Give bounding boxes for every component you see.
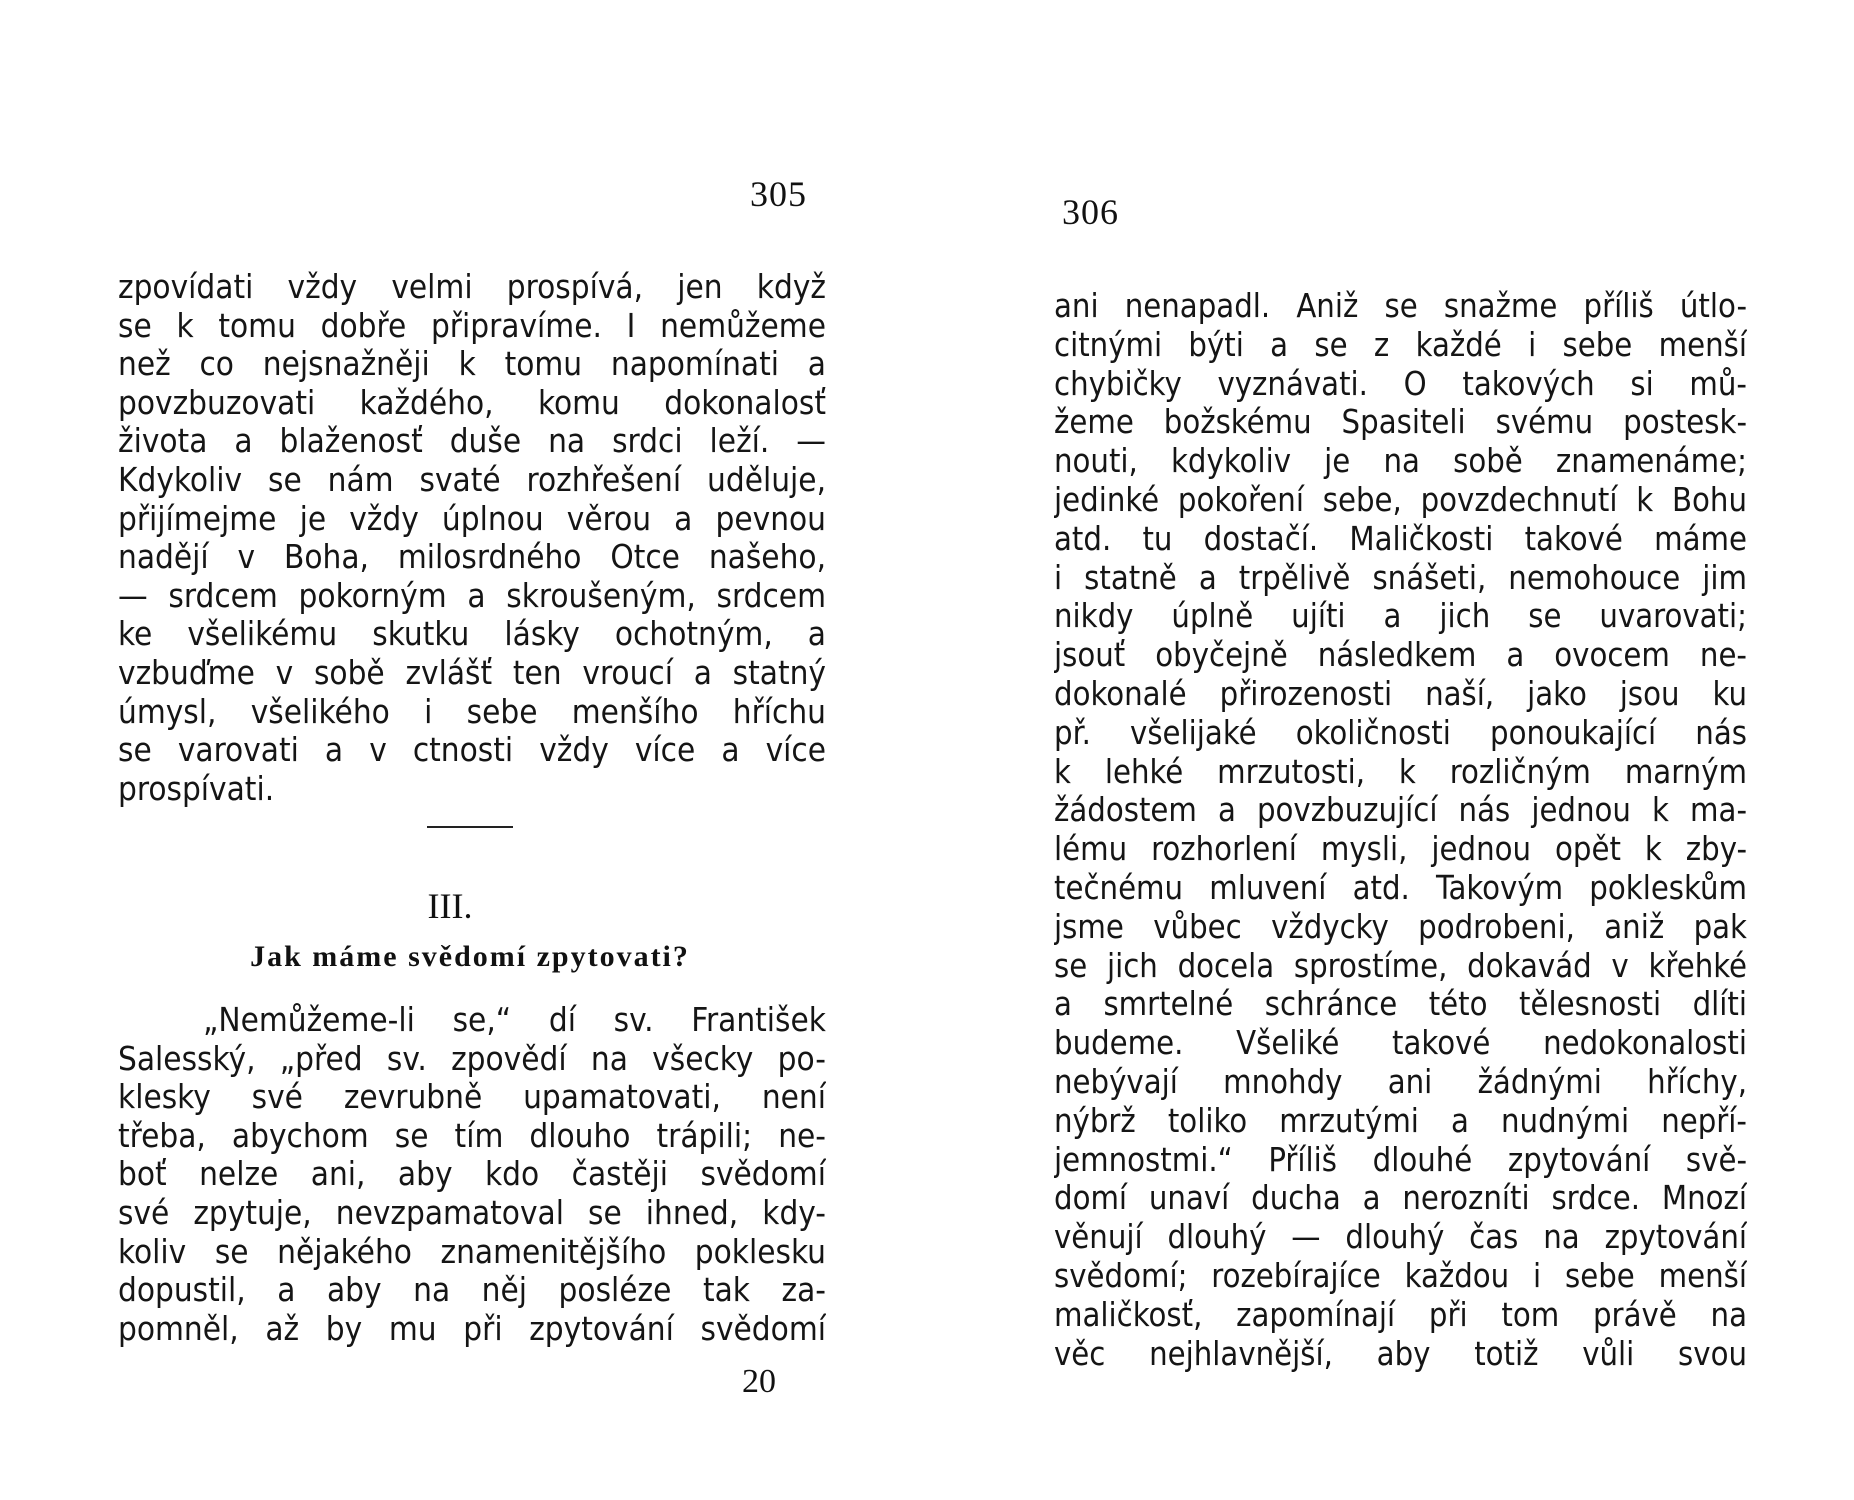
text-line: koliv se nějakého znamenitějšího poklesku <box>118 1232 826 1271</box>
left-paragraph-2 <box>118 1001 826 1348</box>
right-page <box>927 0 1854 1500</box>
text-line: života a blaženosť duše na srdci leží. — <box>118 422 826 461</box>
text-line: budeme. Všeliké takové nedokonalosti <box>1054 1024 1747 1063</box>
text-line: nouti, kdykoliv je na sobě znamenáme; <box>1054 442 1747 481</box>
text-line: pomněl, až by mu při zpytování svědomí <box>118 1309 826 1348</box>
text-line: se k tomu dobře připravíme. I nemůžeme <box>118 306 826 345</box>
text-line: ke všelikému skutku lásky ochotným, a <box>118 615 826 654</box>
text-line: nebývají mnohdy ani žádnými hříchy, <box>1054 1062 1747 1101</box>
text-line: nikdy úplně ujíti a jich se uvarovati; <box>1054 597 1747 636</box>
text-line: jsme vůbec vždycky podrobeni, aniž pak <box>1054 907 1747 946</box>
text-line: Salesský, „před sv. zpovědí na všecky po- <box>118 1039 826 1078</box>
text-line: jsouť obyčejně následkem a ovocem ne- <box>1054 636 1747 675</box>
text-line: věc nejhlavnější, aby totiž vůli svou <box>1054 1334 1747 1373</box>
left-paragraph-1 <box>118 268 826 808</box>
text-line: se jich docela sprostíme, dokavád v křehké <box>1054 946 1747 985</box>
text-line: — srdcem pokorným a skroušeným, srdcem <box>118 576 826 615</box>
text-line: se varovati a v ctnosti vždy více a více <box>118 731 826 770</box>
text-line: citnými býti a se z každé i sebe menší <box>1054 325 1747 364</box>
text-line: př. všelijaké okoličnosti ponoukající nás <box>1054 713 1747 752</box>
text-line: věnují dlouhý — dlouhý čas na zpytování <box>1054 1218 1747 1257</box>
text-line: zpovídati vždy velmi prospívá, jen když <box>118 268 826 306</box>
text-line: prospívati. <box>118 769 275 808</box>
text-line: ani nenapadl. Aniž se snažme příliš útlo- <box>1054 287 1747 325</box>
section-separator <box>427 826 513 828</box>
text-line: nadějí v Boha, milosrdného Otce našeho, <box>118 538 826 577</box>
text-line: maličkosť, zapomínají při tom právě na <box>1054 1295 1747 1334</box>
text-line: tečnému mluvení atd. Takovým pokleskům <box>1054 868 1747 907</box>
text-line: i statně a trpělivě snášeti, nemohouce jim <box>1054 558 1747 597</box>
text-line: „Nemůžeme-li se,“ dí sv. František <box>203 1001 826 1039</box>
text-line: nýbrž toliko mrzutými a nudnými nepří- <box>1054 1101 1747 1140</box>
text-line: Kdykoliv se nám svaté rozhřešení uděluje, <box>118 460 826 499</box>
signature-mark: 20 <box>742 1363 776 1400</box>
text-line: třeba, abychom se tím dlouho trápili; ne- <box>118 1116 826 1155</box>
text-line: vzbuďme v sobě zvlášť ten vroucí a statný <box>118 653 826 692</box>
text-line: žádostem a povzbuzující nás jednou k ma- <box>1054 791 1747 830</box>
text-line: jemnostmi.“ Příliš dlouhé zpytování svě- <box>1054 1140 1747 1179</box>
text-line: jedinké pokoření sebe, povzdechnutí k Bohu <box>1054 480 1747 519</box>
text-line: k lehké mrzutosti, k rozličným marným <box>1054 752 1747 791</box>
text-line: klesky své zevrubně upamatovati, není <box>118 1078 826 1117</box>
text-line: a smrtelné schránce této tělesnosti dlíti <box>1054 985 1747 1024</box>
text-line: svědomí; rozebírajíce každou i sebe menší <box>1054 1256 1747 1295</box>
text-line: boť nelze ani, aby kdo častěji svědomí <box>118 1155 826 1194</box>
text-line: domí unaví ducha a nerozníti srdce. Mnozí <box>1054 1179 1747 1218</box>
right-paragraph <box>1054 287 1747 1373</box>
text-line: atd. tu dostačí. Maličkosti takové máme <box>1054 519 1747 558</box>
page-number-left: 305 <box>750 174 807 214</box>
text-line: chybičky vyznávati. O takových si mů- <box>1054 364 1747 403</box>
chapter-numeral: III. <box>427 886 473 926</box>
chapter-title: Jak máme svědomí zpytovati? <box>250 940 690 973</box>
text-line: své zpytuje, nevzpamatoval se ihned, kdy- <box>118 1193 826 1232</box>
text-line: povzbuzovati každého, komu dokonalosť <box>118 383 826 422</box>
text-line: dokonalé přirozenosti naší, jako jsou ku <box>1054 674 1747 713</box>
text-line: lému rozhorlení mysli, jednou opět k zby- <box>1054 830 1747 869</box>
text-line: dopustil, a aby na něj posléze tak za- <box>118 1271 826 1310</box>
text-line: než co nejsnažněji k tomu napomínati a <box>118 345 826 384</box>
text-line: úmysl, všelikého i sebe menšího hříchu <box>118 692 826 731</box>
text-line: přijímejme je vždy úplnou věrou a pevnou <box>118 499 826 538</box>
page-number-right: 306 <box>1062 192 1119 232</box>
text-line: žeme božskému Spasiteli svému postesk- <box>1054 403 1747 442</box>
